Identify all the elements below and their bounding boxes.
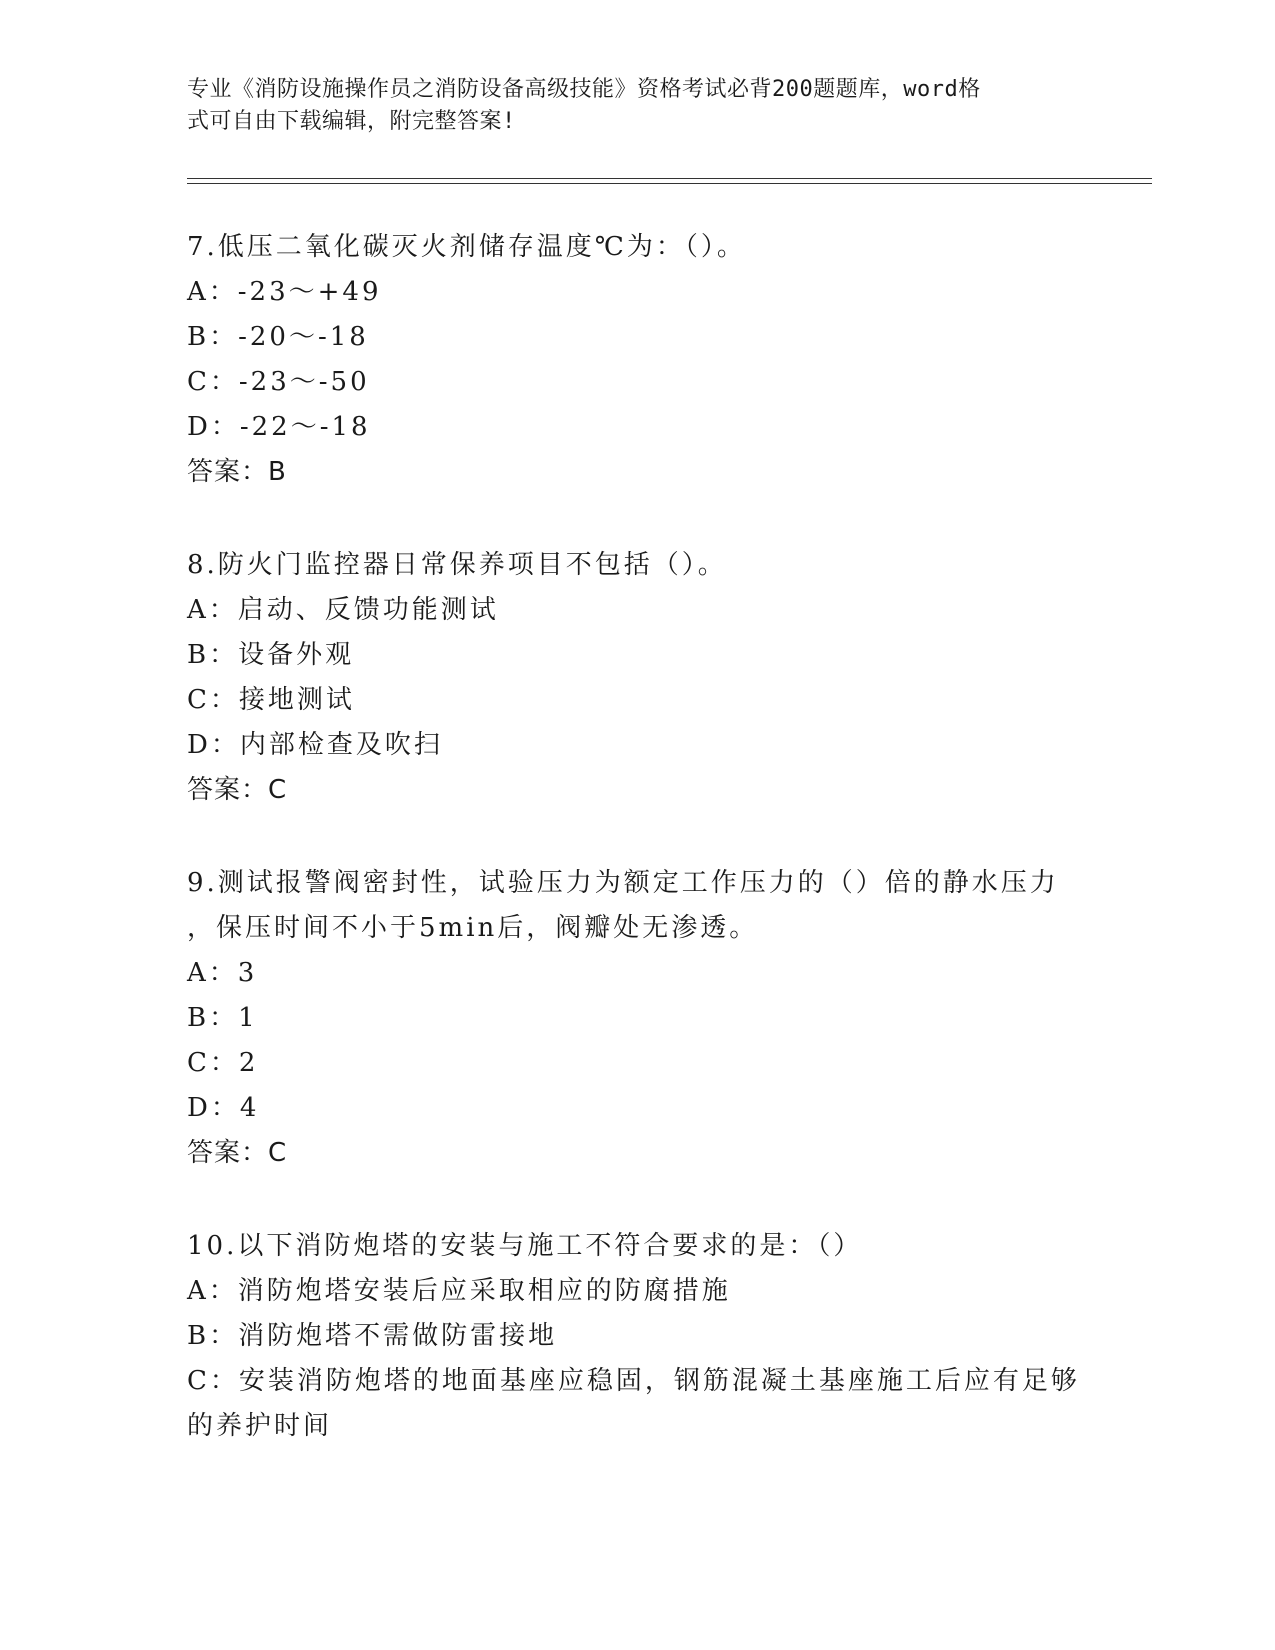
option-a: A：启动、反馈功能测试 <box>187 595 499 625</box>
question-stem-line-2: ，保压时间不小于5min后，阀瓣处无渗透。 <box>187 913 759 943</box>
question-7 <box>187 225 1087 495</box>
question-stem: 7.低压二氧化碳灭火剂储存温度℃为：（）。 <box>187 232 746 262</box>
question-stem-line-1: 9.测试报警阀密封性，试验压力为额定工作压力的（）倍的静水压力 <box>187 868 1059 898</box>
answer-label: 答案：C <box>187 775 288 805</box>
header-divider-top <box>187 178 1152 179</box>
option-c: C：接地测试 <box>187 685 355 715</box>
answer-label: 答案：B <box>187 457 287 487</box>
question-8 <box>187 543 1087 813</box>
option-a: A：-23～+49 <box>187 277 382 307</box>
option-d: D：-22～-18 <box>187 412 371 442</box>
header-line-2: 式可自由下载编辑，附完整答案! <box>187 109 516 134</box>
answer-label: 答案：C <box>187 1138 288 1168</box>
option-c: C：2 <box>187 1048 259 1078</box>
question-stem: 8.防火门监控器日常保养项目不包括（）。 <box>187 550 727 580</box>
option-b: B：1 <box>187 1003 258 1033</box>
option-c-line-2: 的养护时间 <box>187 1411 333 1441</box>
document-header <box>187 74 1067 138</box>
option-b: B：-20～-18 <box>187 322 369 352</box>
option-d: D：内部检查及吹扫 <box>187 730 443 760</box>
option-d: D：4 <box>187 1093 260 1123</box>
option-c: C：-23～-50 <box>187 367 370 397</box>
option-a: A：消防炮塔安装后应采取相应的防腐措施 <box>187 1276 731 1306</box>
option-b: B：消防炮塔不需做防雷接地 <box>187 1321 558 1351</box>
option-a: A：3 <box>187 958 258 988</box>
question-stem: 10.以下消防炮塔的安装与施工不符合要求的是：（） <box>187 1231 863 1261</box>
option-c-line-1: C：安装消防炮塔的地面基座应稳固，钢筋混凝土基座施工后应有足够 <box>187 1366 1080 1396</box>
header-line-1: 专业《消防设施操作员之消防设备高级技能》资格考试必背200题题库，word格 <box>187 77 981 102</box>
option-b: B：设备外观 <box>187 640 355 670</box>
question-9 <box>187 861 1087 1176</box>
question-10 <box>187 1224 1087 1449</box>
header-divider-bottom <box>187 183 1152 184</box>
